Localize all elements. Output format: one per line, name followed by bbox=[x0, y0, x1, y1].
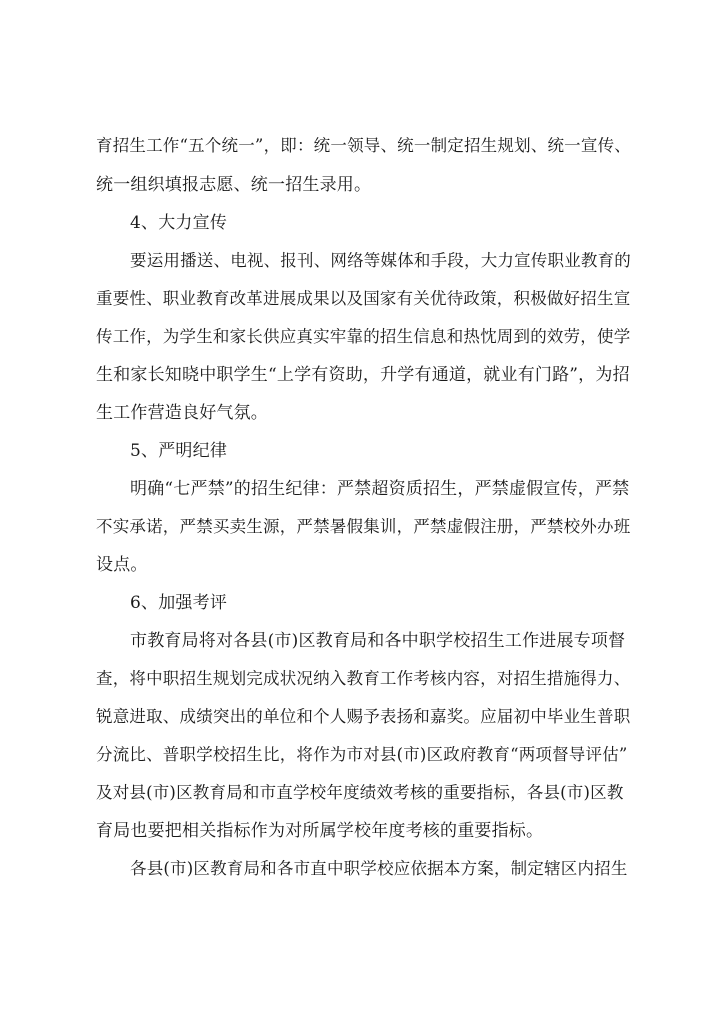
paragraph-line: 市教育局将对各县(市)区教育局和各中职学校招生工作进展专项督 bbox=[130, 631, 626, 651]
paragraph-line: 生工作营造良好气氛。 bbox=[96, 403, 268, 423]
paragraph-line: 生和家长知晓中职学生“上学有资助，升学有通道，就业有门路”，为招 bbox=[96, 365, 630, 385]
paragraph-line: 育局也要把相关指标作为对所属学校年度考核的重要指标。 bbox=[96, 821, 544, 841]
paragraph-line: 重要性、职业教育改革进展成果以及国家有关优待政策，积极做好招生宣 bbox=[96, 289, 631, 308]
paragraph-line: 育招生工作“五个统一”，即：统一领导、统一制定招生规划、统一宣传、 bbox=[96, 136, 631, 155]
paragraph-line: 各县(市)区教育局和各市直中职学校应依据本方案，制定辖区内招生 bbox=[130, 859, 628, 878]
paragraph-line: 及对县(市)区教育局和市直学校年度绩效考核的重要指标，各县(市)区教 bbox=[96, 783, 624, 802]
paragraph-line: 查，将中职招生规划完成状况纳入教育工作考核内容，对招生措施得力、 bbox=[96, 669, 631, 688]
paragraph-line: 分流比、普职学校招生比，将作为市对县(市)区政府教育“两项督导评估” bbox=[96, 745, 628, 764]
section-heading: 4、大力宣传 bbox=[130, 213, 228, 233]
paragraph-line: 锐意进取、成绩突出的单位和个人赐予表扬和嘉奖。应届初中毕业生普职 bbox=[96, 707, 631, 726]
paragraph-line: 明确“七严禁”的招生纪律：严禁超资质招生，严禁虚假宣传，严禁 bbox=[130, 479, 630, 499]
paragraph-line: 统一组织填报志愿、统一招生录用。 bbox=[96, 175, 372, 195]
paragraph-line: 要运用播送、电视、报刊、网络等媒体和手段，大力宣传职业教育的 bbox=[130, 251, 631, 270]
section-heading: 5、严明纪律 bbox=[130, 441, 228, 461]
paragraph-line: 设点。 bbox=[96, 555, 148, 575]
section-heading: 6、加强考评 bbox=[130, 593, 228, 613]
paragraph-line: 不实承诺，严禁买卖生源，严禁暑假集训，严禁虚假注册，严禁校外办班 bbox=[96, 517, 631, 536]
paragraph-line: 传工作，为学生和家长供应真实牢靠的招生信息和热忱周到的效劳，使学 bbox=[96, 327, 631, 346]
